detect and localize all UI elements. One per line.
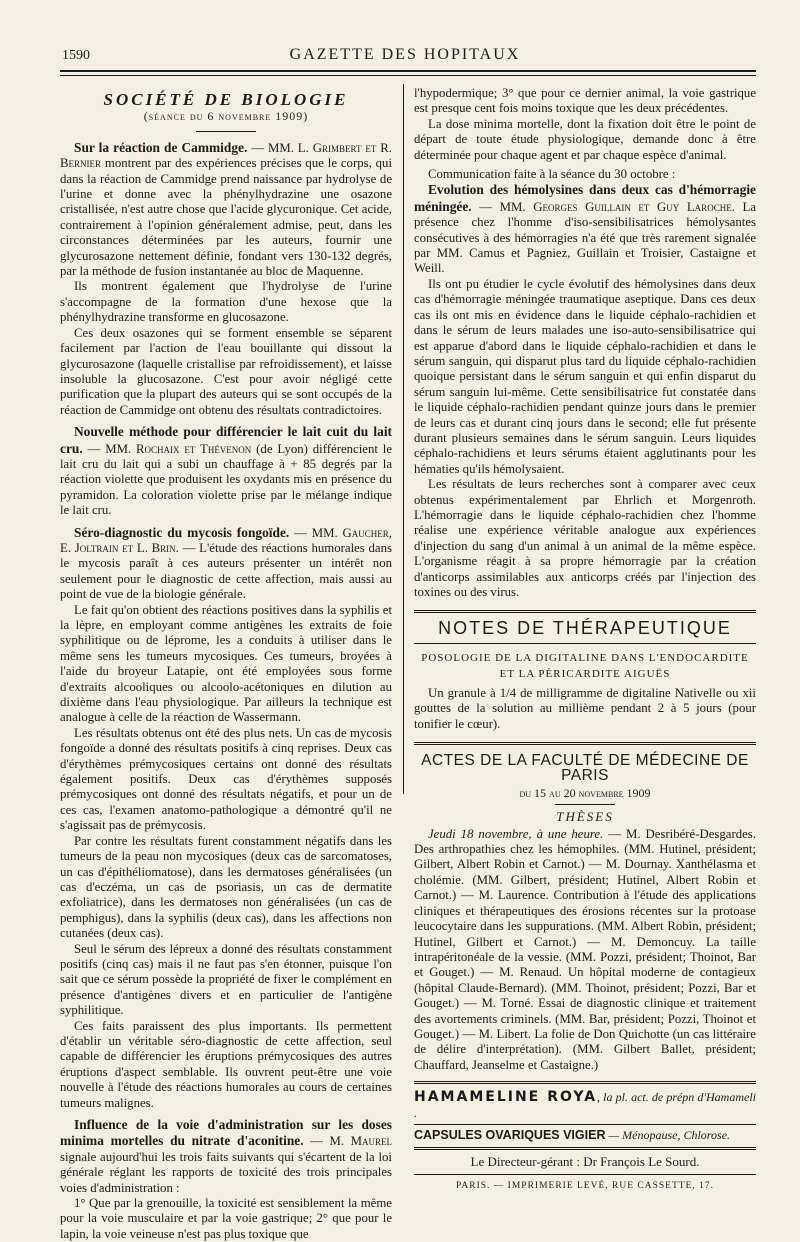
right-column	[414, 86, 756, 1194]
section-divider	[414, 742, 756, 745]
article-authors: — M. Maurel	[303, 1134, 392, 1149]
paragraph: Ces faits paraissent des plus importants. Ils permettent d'établir un véritable séro-diagnostic de cette affection, seul capable de différencier les éruptions prémycosiques des autres éruptions d'aspect semblable. Ils ouvrent peut-être une voie nouvelle à l'étude des réactions humorales au cours de certaines tumeurs malignes.	[60, 1018, 392, 1110]
advert-text: , la pl. act. de prépn d'Hamameli .	[414, 1090, 756, 1120]
theses-list	[414, 827, 756, 1074]
paragraph: Seul le sérum des lépreux a donné des résultats constamment positifs (cinq cas) mais il ne faut pas s'en étonner, puisque l'on sait que ce sérum possède la propriété de fixer le complément en présence d'antigènes divers et en particulier de l'antigène syphilitique.	[60, 941, 392, 1018]
paragraph: Ces deux osazones qui se forment ensemble se séparent facilement par l'action de l'eau bouillante qui dissout la glycurosazone (laquelle cristallise par refroidissement), et laisse insoluble la glucosazone. C'est pour avoir négligé cette purification que la plupart des auteurs qui se sont occupés de la réaction de Cammidge ont obtenu des résultats contradictoires.	[60, 325, 392, 417]
article-title: Nouvelle méthode pour différencier le lait cuit du lait cru.	[60, 424, 392, 456]
article-cammidge	[60, 140, 392, 280]
advert-hamameline	[414, 1090, 756, 1121]
paragraph: Ils montrent également que l'hydrolyse de l'urine s'accompagne de la formation d'une hexose que la phénylhydrazine transforme en glucosazone.	[60, 279, 392, 325]
short-divider	[555, 804, 615, 805]
theses-title: THÈSES	[556, 809, 614, 825]
paragraph: Le fait qu'on obtient des réactions positives dans la syphilis et la lèpre, en employant comme antigènes les extraits de foie syphilitique ou de léprome, les a conduits à utiliser dans le même sens les tumeurs mycosiques. Ces tumeurs, broyées à l'aide du broyeur Latapie, ont été employées sous forme d'extraits alcooliques ou alcoolo-acétoniques en dilution au dixième dans l'eau physiologique. Par ailleurs la technique est analogue à celle de la réaction de Wassermann.	[60, 602, 392, 725]
paragraph: — L'étude des réactions humorales dans le mycosis paraît à ces auteurs présenter un intérêt non seulement pour le diagnostic de cette affection, mais aussi au point de vue de la biologie générale.	[60, 540, 392, 602]
notes-subtitle-1: POSOLOGIE DE LA DIGITALINE DANS L'ENDOCARDITE	[421, 651, 749, 664]
header-rule	[60, 70, 756, 72]
section-divider	[414, 1147, 756, 1150]
paragraph: Les résultats obtenus ont été des plus nets. Un cas de mycosis fongoïde a donné des résultats positifs à cinq reprises. Deux cas d'érythèmes prémycosiques certains ont donné des résultats également positifs. Deux cas d'érythèmes supposés prémycosiques ont donné des résultats négatifs, et pour un de ces cas, l'examen anatomo-pathologique a démontré qu'il ne s'agissait pas de prémycosis.	[60, 725, 392, 833]
paragraph: montrent par des expériences précises que le corps, qui dans la réaction de Cammidge prend naissance par hydrolyse de l'urine et donne avec la phénylhydrazine une osazone cristallisée, n'est autre chose que l'acide glycuronique. Cet acide, contrairement à l'opinion généralement admise, peut, dans les circonstances déterminées par les auteurs, fournir une glycurosazone nettement définie, fondant vers 130-132 degrés, par la méthode de fusion instantanée au bloc de Maquenne.	[60, 156, 392, 279]
paragraph: l'hypodermique; 3° que pour ce dernier animal, la voie gastrique est presque cent fois moins toxique que les deux précédentes.	[414, 86, 756, 116]
divider	[414, 1174, 756, 1175]
advert-capsules	[414, 1128, 756, 1143]
section-title: SOCIÉTÉ DE BIOLOGIE	[103, 90, 349, 109]
actes-title: ACTES DE LA FACULTÉ DE MÉDECINE DE PARIS	[421, 752, 749, 785]
divider	[414, 643, 756, 644]
article-title: Sur la réaction de Cammidge.	[74, 139, 248, 155]
notes-title: NOTES DE THÉRAPEUTIQUE	[438, 618, 732, 639]
article-title: Séro-diagnostic du mycosis fongoïde.	[74, 524, 290, 540]
short-divider	[196, 131, 256, 132]
paragraph: Les résultats de leurs recherches sont à comparer avec ceux obtenus expérimentalement par Ehrlich et Morgenroth. L'hémorragie dans le liquide céphalo-rachidien chez l'homme réalise une expérience véritable analogue aux expériences d'injection du sang d'un animal à un animal de la même espèce. L'organisme réagit à sa propre hémorragie par la création d'anticorps assimilables aux anticorps créés par l'injection des toxines ou des virus.	[414, 477, 756, 599]
paragraph: Ils ont pu étudier le cycle évolutif des hémolysines dans deux cas d'hémorragie méningée traumatique aseptique. Dans ces deux cas ils ont mis en évidence dans le liquide céphalo-rachidien et dans le sérum de leurs malades une iso-auto-sensibilisatrice qui est apparue d'abord dans le liquide céphalo-rachidien et dans le sérum sanguin, qui disparut plus tard du liquide céphalo-rachidien quoique persistant dans le sérum sanguin et qui enfin disparut du sérum sanguin lui-même. Cette sensibilisatrice fut constatée dans le liquide céphalo-rachidien pendant quinze jours dans le premier de leurs cas et durant cinq jours dans le second; elle fut présente durant plusieurs semaines dans le sérum sanguin. Leurs liquides céphalo-rachidiens et leurs sérums étaient agglutinants pour les hématies qu'ils hémolysaient.	[414, 276, 756, 476]
notes-subtitle-2: ET LA PÉRICARDITE AIGUËS	[499, 667, 671, 680]
paragraph: 1° Que par la grenouille, la toxicité est sensiblement la même pour la voie musculaire et par la voie gastrique; 2° que pour le lapin, la voie veineuse n'est pas plus toxique que	[60, 1196, 392, 1241]
imprint-line: PARIS. — IMPRIMERIE LEVÉ, RUE CASSETTE, 17.	[456, 1180, 714, 1191]
theses-date: Jeudi 18 novembre, à une heure.	[428, 826, 604, 841]
paragraph: Par contre les résultats furent constamment négatifs dans les tumeurs de la peau non mycosiques (deux cas de sarcomatoses, un cas d'épithéliomatose), dans les dermatoses généralisées (un cas d'eczéma, un cas de psoriasis, un cas de dermatite exfoliatrice), dans les dermatoses non généralisées (un cas de pemphigus), dans la syphilis (deux cas), dans les affections non cutanées (deux cas).	[60, 833, 392, 941]
header-rule-thin	[60, 75, 756, 76]
article-authors: — MM. Gaucher, E. Joltrain et L. Brin.	[60, 525, 392, 555]
communication-note: Communication faite à la séance du 30 octobre :	[428, 167, 676, 182]
divider	[414, 1124, 756, 1125]
paragraph: (de Lyon) différencient le lait cru du lait qui a subi un chauffage à + 85 degrés par la réaction violette que produisent les oxydants mis en présence du pyramidon. La coloration violette prise par le mélange indique le lait cru.	[60, 441, 392, 518]
article-aconitine	[60, 1117, 392, 1196]
page-number: 1590	[62, 48, 90, 63]
article-mycosis	[60, 525, 392, 603]
page-header	[62, 44, 748, 68]
advert-brand: HAMAMELINE ROYA	[414, 1089, 598, 1106]
paragraph: signale aujourd'hui les trois faits suivants qui s'écartent de la loi générale réglant les rapports de toxicité des trois principales voies d'administration :	[60, 1149, 392, 1195]
column-divider	[403, 84, 404, 794]
notes-paragraph: Un granule à 1/4 de milligramme de digitaline Nativelle ou xii gouttes de la solution au millième pendant 2 à 5 jours (pour tonifier le cœur).	[414, 685, 756, 731]
paragraph: La présence chez l'homme d'iso-sensibilisatrices hémolysantes consécutives à des hémorragies n'a été que très rarement signalée par MM. Camus et Pagniez, Guillain et Troisier, Castaigne et Weill.	[414, 199, 756, 276]
section-divider	[414, 1081, 756, 1084]
section-subtitle: (séance du 6 novembre 1909)	[143, 109, 309, 124]
advert-text: — Ménopause, Chlorose.	[605, 1127, 731, 1142]
article-title: Influence de la voie d'administration sur les doses minima mortelles du nitrate d'aconitine.	[60, 1117, 392, 1149]
advert-brand: CAPSULES OVARIQUES VIGIER	[414, 1127, 606, 1142]
article-lait	[60, 424, 392, 518]
article-authors: — MM. L. Grimbert et R. Bernier	[60, 140, 392, 171]
paragraph: La dose minima mortelle, dont la fixation doit être le point de départ de toute étude physiologique, demande donc à être déterminée pour chaque agent et par chaque espèce d'animal.	[414, 116, 756, 162]
theses-body: — M. Desribéré-Desgardes. Des arthropathies chez les hémophiles. (MM. Hutinel, président; Gilbert, Albert Robin et Carnot.) — M. Dournay. Xanthélasma et cholémie. (MM. Gilbert, président; Hutinel, Albert Robin et Carnot.) — M. Laurence. Contribution à l'étude des applications cliniques et thérapeutiques des érosions récentes sur la protoase leucocytaire dans les suppurations. (MM. Albert Robin, président; Hutinel, Gilbert et Carnot.) — M. Demoncuy. La taille intrapéritonéale de la vessie. (MM. Pozzi, président; Thoinot, Bar et Gouget.) — M. Renaud. Un hôpital moderne de contagieux (hôpital Claude-Bernard). (MM. Thoinot, président; Pozzi, Bar et Gouget.) — M. Torné. Essai de diagnostic clinique et traitement des avortements criminels. (MM. Bar, président; Pozzi, Thoinot et Gouget.) — M. Libert. La folie de Don Quichotte (un cas littéraire de délire d'interprétation). (MM. Gilbert Ballet, président; Chauffard, Jeanselme et Castaigne.)	[414, 826, 756, 1072]
article-hemolysines	[414, 182, 756, 276]
journal-title: GAZETTE DES HOPITAUX	[289, 46, 521, 63]
article-title: Evolution des hémolysines dans deux cas d'hémorragie méningée.	[414, 182, 756, 214]
actes-dates: du 15 au 20 novembre 1909	[519, 785, 651, 800]
left-column	[60, 86, 392, 1242]
director-line: Le Directeur-gérant : Dr François Le Sourd.	[470, 1154, 700, 1170]
article-authors: — MM. Georges Guillain et Guy Laroche.	[471, 199, 735, 214]
section-divider	[414, 610, 756, 613]
article-authors: — MM. Rochaix et Thévenon	[82, 441, 252, 456]
